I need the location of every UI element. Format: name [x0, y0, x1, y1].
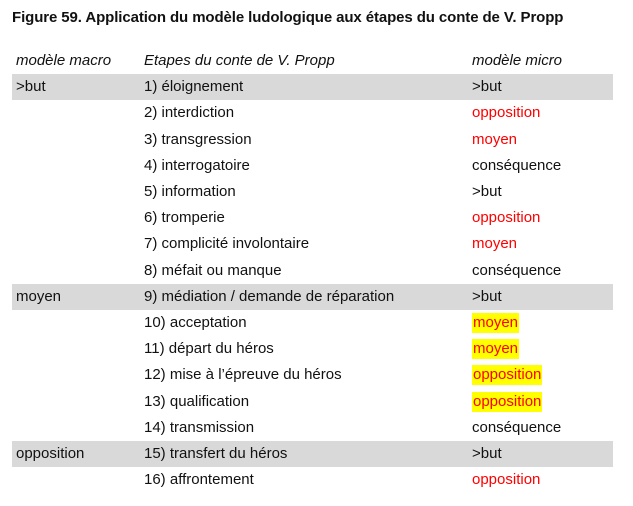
- cell-etape: 10) acceptation: [144, 313, 247, 331]
- cell-micro: opposition: [472, 471, 541, 489]
- cell-micro: conséquence: [472, 156, 562, 174]
- cell-macro: moyen: [16, 287, 62, 305]
- cell-micro: conséquence: [472, 261, 562, 279]
- header-macro: modèle macro: [16, 52, 112, 70]
- cell-micro: moyen: [472, 235, 518, 253]
- table-row: [12, 74, 613, 100]
- cell-micro: moyen: [473, 313, 519, 331]
- cell-etape: 16) affrontement: [144, 471, 254, 489]
- cell-micro: opposition: [473, 392, 542, 410]
- cell-etape: 12) mise à l’épreuve du héros: [144, 366, 342, 384]
- cell-etape: 11) départ du héros: [144, 340, 274, 358]
- cell-etape: 2) interdiction: [144, 104, 235, 122]
- table-row: [12, 205, 613, 231]
- cell-micro: opposition: [472, 104, 541, 122]
- cell-micro: opposition: [473, 366, 542, 384]
- cell-micro: >but: [472, 78, 502, 96]
- cell-etape: 8) méfait ou manque: [144, 261, 282, 279]
- cell-micro: opposition: [472, 209, 541, 227]
- cell-etape: 5) information: [144, 183, 236, 201]
- table-row: [12, 467, 613, 493]
- cell-macro: opposition: [16, 444, 85, 462]
- header-micro: modèle micro: [472, 52, 563, 70]
- table-row: [12, 362, 613, 388]
- table-header: [12, 48, 613, 74]
- table-row: [12, 153, 613, 179]
- table-row: [12, 336, 613, 362]
- cell-etape: 4) interrogatoire: [144, 156, 250, 174]
- cell-etape: 9) médiation / demande de réparation: [144, 287, 395, 305]
- propp-table: [12, 48, 613, 493]
- cell-micro: >but: [472, 444, 502, 462]
- cell-etape: 14) transmission: [144, 418, 255, 436]
- table-row: [12, 441, 613, 467]
- cell-micro: moyen: [473, 340, 519, 358]
- table-row: [12, 415, 613, 441]
- table-row: [12, 310, 613, 336]
- cell-micro: >but: [472, 183, 502, 201]
- table-row: [12, 179, 613, 205]
- cell-etape: 13) qualification: [144, 392, 250, 410]
- cell-etape: 15) transfert du héros: [144, 444, 288, 462]
- cell-micro: conséquence: [472, 418, 562, 436]
- table-row: [12, 258, 613, 284]
- table-row: [12, 127, 613, 153]
- cell-etape: 3) transgression: [144, 130, 252, 148]
- cell-macro: >but: [16, 78, 46, 96]
- cell-etape: 6) tromperie: [144, 209, 225, 227]
- table-row: [12, 100, 613, 126]
- cell-micro: moyen: [472, 130, 518, 148]
- cell-etape: 1) éloignement: [144, 78, 244, 96]
- table-row: [12, 284, 613, 310]
- table-row: [12, 231, 613, 257]
- header-etapes: Etapes du conte de V. Propp: [144, 52, 335, 70]
- cell-micro: >but: [472, 287, 502, 305]
- figure-title: Figure 59. Application du modèle ludologique aux étapes du conte de V. Propp: [12, 9, 564, 26]
- table-row: [12, 388, 613, 414]
- cell-etape: 7) complicité involontaire: [144, 235, 310, 253]
